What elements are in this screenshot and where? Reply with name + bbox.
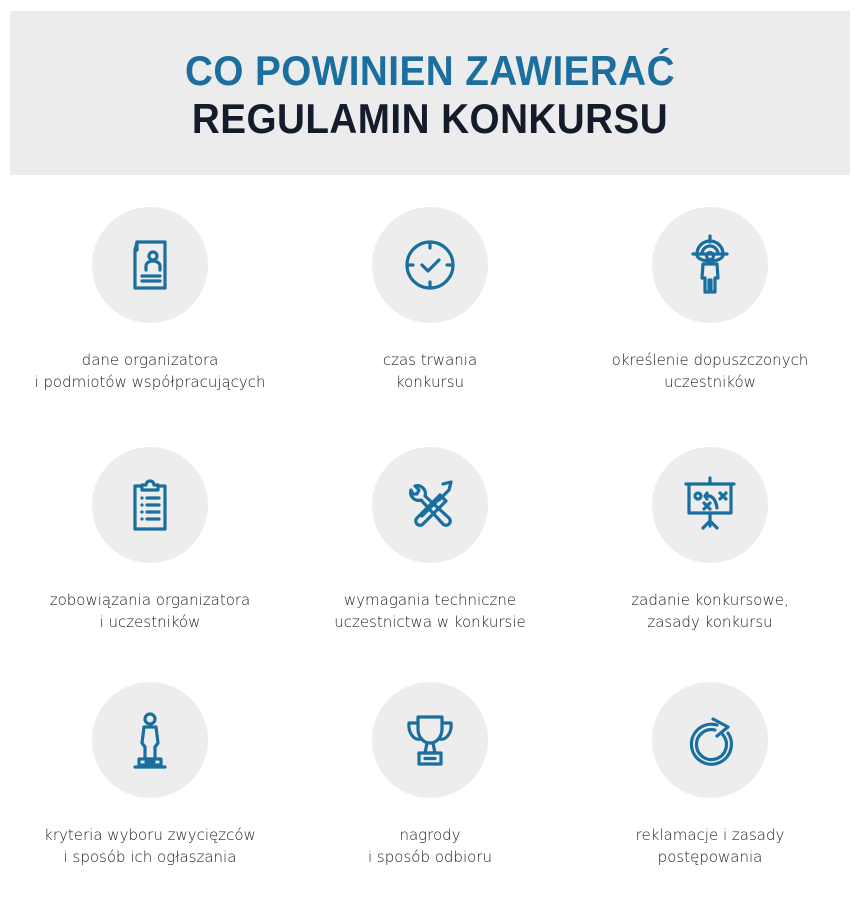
item-label: kryteria wyboru zwycięzców i sposób ich ogłaszania [44,826,256,866]
clipboard-list-icon [113,468,187,542]
icon-circle [92,682,208,798]
item-label: czas trwania konkursu [382,351,478,391]
item-label: określenie dopuszczonych uczestników [611,351,809,391]
document-person-icon [113,228,187,302]
item-label: nagrody i sposób odbioru [368,826,492,866]
icon-circle [92,207,208,323]
item-label: wymagania techniczne uczestnictwa w konkursie [334,591,526,631]
icon-circle [372,447,488,563]
icon-circle [372,207,488,323]
item-label: zobowiązania organizatora i uczestników [49,591,251,631]
statue-pedestal-icon [113,703,187,777]
title-line-2: REGULAMIN KONKURSU [191,95,669,142]
icon-circle [92,447,208,563]
trophy-icon [393,703,467,777]
target-person-icon [673,228,747,302]
header-banner [10,11,850,175]
icon-circle [652,447,768,563]
circular-arrow-icon [673,703,747,777]
icon-circle [652,682,768,798]
icon-circle [372,682,488,798]
item-label: dane organizatora i podmiotów współpracujących [34,351,266,391]
icon-circle [652,207,768,323]
item-label: reklamacje i zasady postępowania [635,826,785,866]
item-label: zadanie konkursowe, zasady konkursu [631,591,789,631]
title-line-1: CO POWINIEN ZAWIERAĆ [184,47,676,94]
strategy-board-icon [673,468,747,542]
clock-check-icon [393,228,467,302]
wrench-screwdriver-icon [393,468,467,542]
